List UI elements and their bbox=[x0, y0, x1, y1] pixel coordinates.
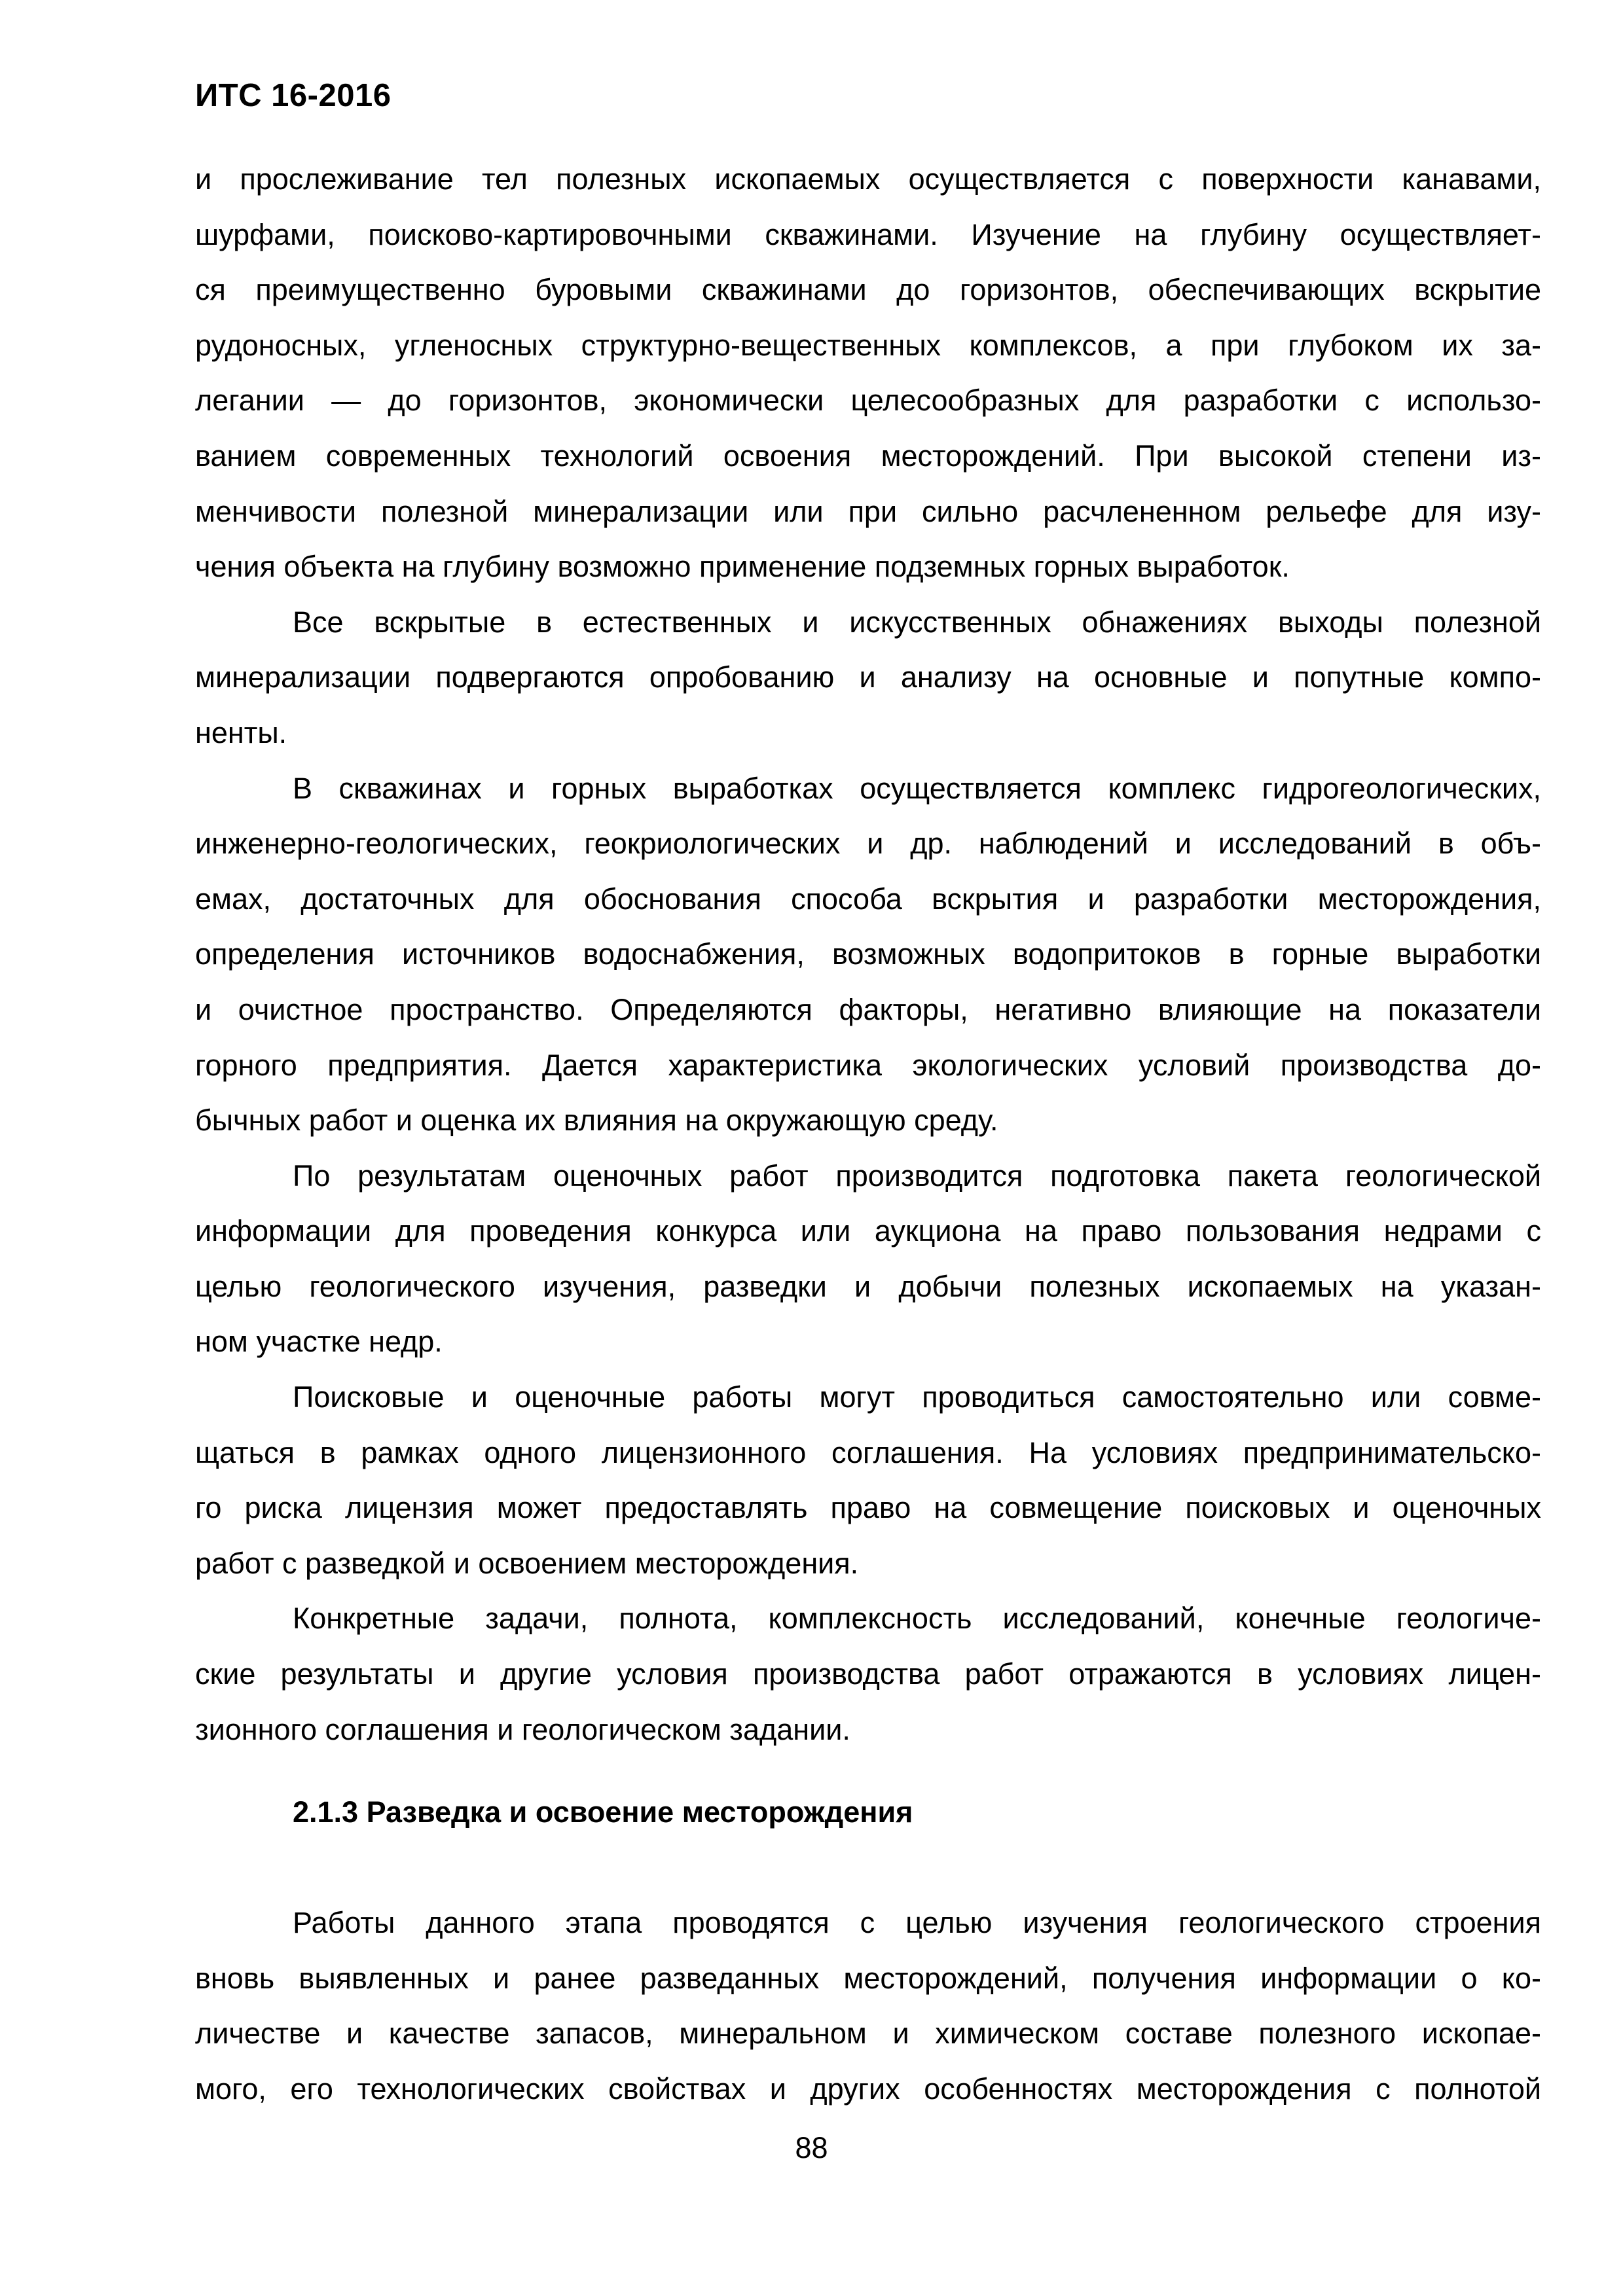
text-line: менчивости полезной минерализации или при сильно расчлененном рельефе для изу- bbox=[195, 494, 1541, 528]
text-line: работ с разведкой и освоением месторождения. bbox=[195, 1546, 859, 1580]
text-line: и прослеживание тел полезных ископаемых осуществляется с поверхности канавами, bbox=[195, 162, 1541, 196]
text-line: зионного соглашения и геологическом задании. bbox=[195, 1712, 850, 1746]
text-line: В скважинах и горных выработках осуществляется комплекс гидрогеологических, bbox=[293, 771, 1541, 805]
text-line: Работы данного этапа проводятся с целью изучения геологического строения bbox=[293, 1906, 1541, 1940]
text-line: мого, его технологических свойствах и других особенностях месторождения с полнотой bbox=[195, 2072, 1541, 2106]
text-line: горного предприятия. Дается характеристика экологических условий производства до- bbox=[195, 1048, 1541, 1082]
text-line: Поисковые и оценочные работы могут проводиться самостоятельно или совме- bbox=[293, 1380, 1541, 1414]
text-line: Все вскрытые в естественных и искусственных обнажениях выходы полезной bbox=[293, 605, 1541, 639]
paragraph bbox=[195, 1591, 1541, 1757]
text-line: инженерно-геологических, геокриологических и др. наблюдений и исследований в объ- bbox=[195, 827, 1541, 861]
section-heading: 2.1.3 Разведка и освоение месторождения bbox=[293, 1795, 913, 1829]
paragraph bbox=[195, 595, 1541, 761]
text-line: ские результаты и другие условия производства работ отражаются в условиях лицен- bbox=[195, 1657, 1541, 1691]
text-line: целью геологического изучения, разведки и добычи полезных ископаемых на указан- bbox=[195, 1269, 1541, 1303]
text-line: минерализации подвергаются опробованию и анализу на основные и попутные компо- bbox=[195, 660, 1541, 694]
paragraph bbox=[195, 1149, 1541, 1370]
paragraph bbox=[195, 1895, 1541, 2117]
text-line: чения объекта на глубину возможно применение подземных горных выработок. bbox=[195, 550, 1290, 584]
page-number: 88 bbox=[795, 2131, 828, 2164]
paragraph bbox=[195, 761, 1541, 1149]
text-line: Конкретные задачи, полнота, комплексность исследований, конечные геологиче- bbox=[293, 1602, 1541, 1636]
text-line: шурфами, поисково-картировочными скважинами. Изучение на глубину осуществляет- bbox=[195, 217, 1541, 251]
text-line: определения источников водоснабжения, возможных водопритоков в горные выработки bbox=[195, 937, 1541, 971]
paragraph bbox=[195, 1370, 1541, 1591]
text-line: емах, достаточных для обоснования способа вскрытия и разработки месторождения, bbox=[195, 882, 1541, 916]
document-body bbox=[195, 152, 1541, 2117]
text-line: го риска лицензия может предоставлять право на совмещение поисковых и оценочных bbox=[195, 1491, 1541, 1525]
text-line: ном участке недр. bbox=[195, 1325, 443, 1359]
text-line: ся преимущественно буровыми скважинами до горизонтов, обеспечивающих вскрытие bbox=[195, 273, 1541, 307]
text-line: ванием современных технологий освоения месторождений. При высокой степени из- bbox=[195, 439, 1541, 473]
text-line: информации для проведения конкурса или аукциона на право пользования недрами с bbox=[195, 1214, 1541, 1248]
text-line: ненты. bbox=[195, 715, 287, 749]
text-line: По результатам оценочных работ производится подготовка пакета геологической bbox=[293, 1158, 1541, 1193]
text-line: личестве и качестве запасов, минеральном и химическом составе полезного ископае- bbox=[195, 2017, 1541, 2051]
text-line: бычных работ и оценка их влияния на окружающую среду. bbox=[195, 1103, 998, 1138]
text-line: вновь выявленных и ранее разведанных месторождений, получения информации о ко- bbox=[195, 1961, 1541, 1995]
document-code-header: ИТС 16-2016 bbox=[195, 78, 392, 113]
paragraph bbox=[195, 152, 1541, 595]
text-line: рудоносных, угленосных структурно-вещественных комплексов, а при глубоком их за- bbox=[195, 328, 1541, 362]
text-line: щаться в рамках одного лицензионного соглашения. На условиях предпринимательско- bbox=[195, 1435, 1541, 1469]
text-line: легании — до горизонтов, экономически целесообразных для разработки с использо- bbox=[195, 384, 1541, 418]
section-heading-block bbox=[195, 1757, 1541, 1895]
text-line: и очистное пространство. Определяются факторы, негативно влияющие на показатели bbox=[195, 992, 1541, 1026]
